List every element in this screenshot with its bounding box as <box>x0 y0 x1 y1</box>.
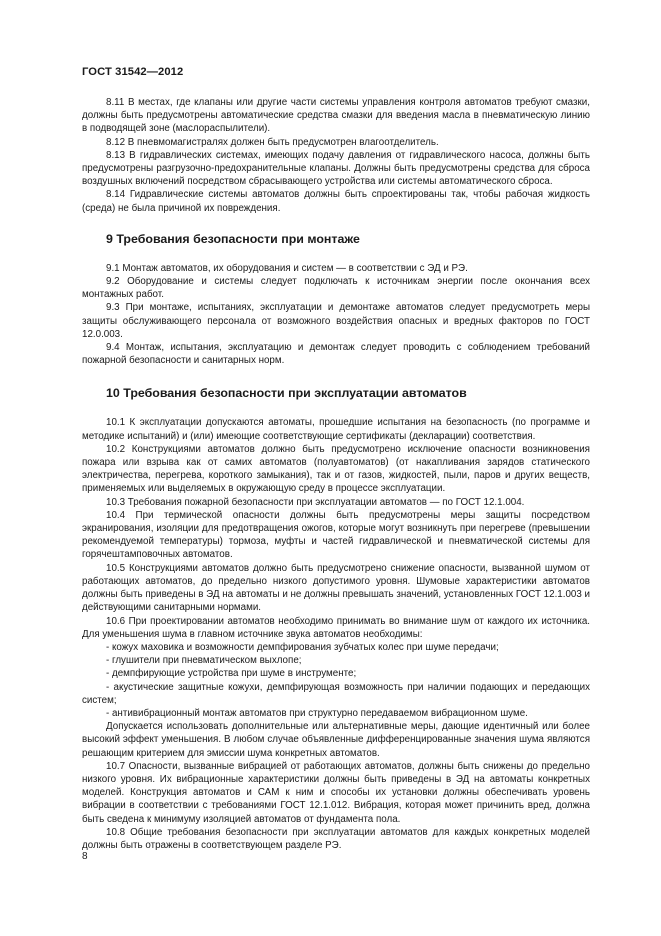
paragraph-8-11: 8.11 В местах, где клапаны или другие части системы управления контроля автоматов требуют смазки, должны быть предусмотрены автоматические средства смазки для введения масла в пневматическую линию в подводящей зоне (маслораспылители). <box>82 97 590 135</box>
list-item: - антивибрационный монтаж автоматов при структурно передаваемом вибрационном шуме. <box>106 707 528 719</box>
paragraph-10-2: 10.2 Конструкциями автоматов должно быть предусмотрено исключение опасности возникновения пожара или взрыва как от самих автоматов (полуавтоматов) (от накапливания зарядов статического электричества, перегрева, короткого замыкания), так и от газов, жидкостей, пыли, паров и других веществ, применяемых или выделяемых в окружающую среду в процессе эксплуатации. <box>82 443 590 495</box>
section-heading-10: 10 Требования безопасности при эксплуатации автоматов <box>106 386 467 401</box>
paragraph-10-5: 10.5 Конструкциями автоматов должно быть предусмотрено снижение опасности, вызванной шумом от работающих автоматов, до предельно низкого допустимого уровня. Шумовые характеристики автоматов должны быть приведены в ЭД на автоматы и не должны превышать значений, установленных ГОСТ 12.1.003 и действующими санитарными нормами. <box>82 562 590 614</box>
paragraph-9-4: 9.4 Монтаж, испытания, эксплуатацию и демонтаж следует проводить с соблюдением требований пожарной безопасности и санитарных норм. <box>82 342 590 367</box>
paragraph-10-7: 10.7 Опасности, вызванные вибрацией от работающих автоматов, должны быть снижены до предельно низкого уровня. Их вибрационные характеристики должны быть приведены в ЭД на автоматы конкретных моделей. Конструкция автоматов и САМ к ним и способы их установки должны обеспечивать уровень вибрации в соответствии с требованиями ГОСТ 12.1.012. Вибрация, которая может причинить вред, должна быть сведена к минимуму изоляцией автоматов от фундамента пола. <box>82 760 590 825</box>
page-header: ГОСТ 31542—2012 <box>82 66 184 78</box>
paragraph-10-1: 10.1 К эксплуатации допускаются автоматы, прошедшие испытания на безопасность (по программе и методике испытаний) и (или) имеющие соответствующие сертификаты (декларации) соответствия. <box>82 417 590 442</box>
list-item: - демпфирующие устройства при шуме в инструменте; <box>106 668 357 680</box>
list-item: - акустические защитные кожухи, демпфирующая возможность при наличии подающих и передающих систем; <box>82 681 590 706</box>
paragraph-8-12: 8.12 В пневмомагистралях должен быть предусмотрен влагоотделитель. <box>106 136 439 148</box>
paragraph-10-8: 10.8 Общие требования безопасности при эксплуатации автоматов для каждых конкретных моделей должны быть отражены в соответствующем разделе РЭ. <box>82 826 590 851</box>
paragraph-10-4: 10.4 При термической опасности должны быть предусмотрены меры защиты посредством экранирования, изоляции для предотвращения ожогов, которые могут возникнуть при перегреве (превышении рекомендуемой температуры) тормоза, муфты и частей гидравлической и пневматической системы для горячештамповочных автоматов. <box>82 509 590 561</box>
paragraph-10-6-note: Допускается использовать дополнительные или альтернативные меры, дающие идентичный или более высокий эффект уменьшения. В любом случае объявленные дифференцированные значения шума являются решающим критерием для эмиссии шума конкретных автоматов. <box>82 721 590 759</box>
page-number: 8 <box>82 851 88 862</box>
paragraph-9-3: 9.3 При монтаже, испытаниях, эксплуатации и демонтаже автоматов следует предусмотреть меры защиты обслуживающего персонала от возможного воздействия опасных и вредных факторов по ГОСТ 12.0.003. <box>82 302 590 340</box>
list-item: - кожух маховика и возможности демпфирования зубчатых колес при шуме передачи; <box>106 641 499 653</box>
paragraph-8-14: 8.14 Гидравлические системы автоматов должны быть спроектированы так, чтобы рабочая жидкость (среда) не была причиной их повреждения. <box>82 189 590 214</box>
paragraph-9-2: 9.2 Оборудование и системы следует подключать к источникам энергии после окончания всех монтажных работ. <box>82 276 590 301</box>
document-body <box>82 96 590 852</box>
paragraph-9-1: 9.1 Монтаж автоматов, их оборудования и систем — в соответствии с ЭД и РЭ. <box>106 262 468 274</box>
paragraph-10-6: 10.6 При проектировании автоматов необходимо принимать во внимание шум от каждого их источника. Для уменьшения шума в главном источнике звука автоматов необходимы: <box>82 615 590 640</box>
list-item: - глушители при пневматическом выхлопе; <box>106 655 302 667</box>
paragraph-10-3: 10.3 Требования пожарной безопасности при эксплуатации автоматов — по ГОСТ 12.1.004. <box>106 496 525 508</box>
paragraph-8-13: 8.13 В гидравлических системах, имеющих подачу давления от гидравлического насоса, должны быть предусмотрены разгрузочно-предохранительные клапаны. Должны быть предусмотрены средства для сброса воздушных включений посредством сбрасывающего устройства или системы автоматического сброса. <box>82 149 590 188</box>
section-heading-9: 9 Требования безопасности при монтаже <box>106 231 360 246</box>
